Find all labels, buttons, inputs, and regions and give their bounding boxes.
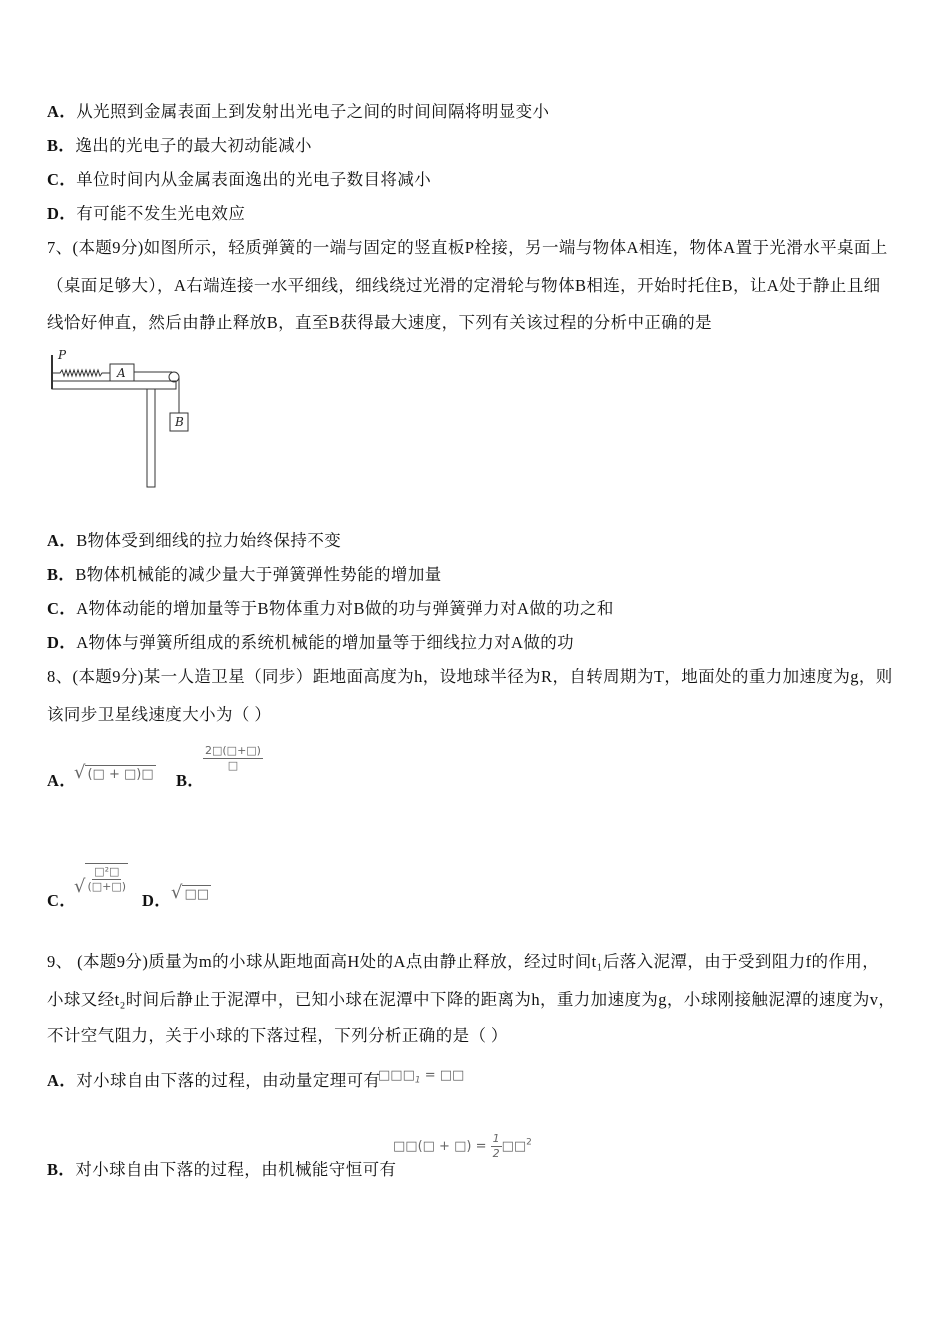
q9-option-a	[47, 1071, 380, 1091]
q9-option-b-formula	[393, 1132, 532, 1161]
option-label: C．	[47, 599, 77, 618]
q7-option-d	[47, 633, 574, 653]
sqrt-sign: √	[171, 882, 183, 903]
option-label: D．	[47, 633, 77, 652]
q8-option-a-label: A．	[47, 771, 77, 790]
q6-option-c	[47, 170, 431, 190]
formula-right: □□	[501, 1139, 527, 1154]
q6-option-a	[47, 102, 549, 122]
table-top	[52, 381, 176, 389]
radicand: (□ + □)□	[87, 767, 154, 782]
sqrt-sign: √	[74, 762, 86, 783]
option-label: C．	[47, 170, 77, 189]
formula-left: □□(□ + □) =	[393, 1139, 491, 1154]
spring	[53, 370, 110, 376]
formula-main: □□□	[378, 1068, 415, 1083]
denominator: 2	[492, 1147, 500, 1160]
formula-subscript: 1	[414, 1075, 421, 1086]
option-label: B．	[47, 1160, 76, 1179]
radicand: □□	[184, 887, 210, 902]
option-text: 有可能不发生光电效应	[76, 204, 246, 223]
option-text: A物体与弹簧所组成的系统机械能的增加量等于细线拉力对A做的功	[76, 633, 575, 652]
table-leg	[147, 389, 155, 487]
q7-option-a	[47, 531, 341, 551]
q8-stem-line-1: 8、(本题9分)某一人造卫星（同步）距地面高度为h，设地球半径为R，自转周期为T，地面处的重力加速度为g，则	[47, 667, 893, 686]
q7-figure	[40, 345, 200, 495]
block-a-label: A	[117, 366, 126, 380]
q7-option-b	[47, 565, 442, 585]
sqrt	[74, 860, 128, 898]
option-label: A．	[47, 102, 77, 121]
sqrt	[74, 762, 156, 784]
option-text: B物体受到细线的拉力始终保持不变	[76, 531, 342, 550]
option-label: A．	[47, 531, 77, 550]
sqrt-sign: √	[74, 876, 86, 897]
q8-option-d-label: D．	[142, 891, 172, 910]
numerator: □²□	[94, 865, 120, 878]
plate-label-p: P	[58, 348, 67, 362]
option-text: 单位时间内从金属表面逸出的光电子数目将减小	[76, 170, 432, 189]
block-b-label: B	[175, 415, 184, 429]
option-text: 逸出的光电子的最大初动能减小	[75, 136, 312, 155]
option-label: B．	[47, 136, 76, 155]
q7-stem-line-2: （桌面足够大），A右端连接一水平细线，细线绕过光滑的定滑轮与物体B相连，开始时托住B，让A处于静止且细	[47, 276, 881, 295]
q8-option-b-label: B．	[176, 771, 205, 790]
q9-option-b	[47, 1160, 396, 1180]
q8-stem-line-2: 该同步卫星线速度大小为（ ）	[47, 705, 272, 724]
numerator: 2□(□+□)	[205, 744, 261, 757]
option-text: A物体动能的增加量等于B物体重力对B做的功与弹簧弹力对A做的功之和	[76, 599, 614, 618]
q8-option-b-formula	[203, 744, 263, 773]
formula-rest: = □□	[420, 1068, 465, 1083]
q8-option-d-formula	[171, 882, 211, 904]
option-text: B物体机械能的减少量大于弹簧弹性势能的增加量	[75, 565, 442, 584]
sqrt	[171, 882, 211, 904]
fraction	[87, 865, 126, 894]
fraction	[203, 744, 263, 773]
denominator: □	[227, 759, 239, 772]
q7-stem-line-1: 7、(本题9分)如图所示，轻质弹簧的一端与固定的竖直板P栓接，另一端与物体A相连，物体A置于光滑水平桌面上	[47, 238, 888, 257]
option-text: 从光照到金属表面上到发射出光电子之间的时间间隔将明显变小	[76, 102, 550, 121]
option-label: D．	[47, 204, 77, 223]
fraction-half	[491, 1132, 502, 1161]
q8-option-c-formula	[74, 860, 128, 898]
q7-stem-line-3: 线恰好伸直，然后由静止释放B，直至B获得最大速度，下列有关该过程的分析中正确的是	[47, 313, 713, 332]
q6-option-b	[47, 136, 312, 156]
q9-stem-line-2: 小球又经t₂时间后静止于泥潭中，已知小球在泥潭中下降的距离为h，重力加速度为g，小球刚接触泥潭的速度为v，	[47, 990, 896, 1009]
option-label: A．	[47, 1071, 77, 1090]
q6-option-d	[47, 204, 245, 224]
denominator: (□+□)	[87, 880, 127, 893]
q7-option-c	[47, 599, 614, 619]
q9-option-a-formula	[378, 1068, 464, 1086]
q9-stem-line-1: 9、 (本题9分)质量为m的小球从距地面高H处的A点由静止释放，经过时间t₁后落入泥潭，由于受到阻力f的作用，	[47, 952, 880, 971]
option-label: B．	[47, 565, 76, 584]
q8-option-a-formula	[74, 762, 156, 784]
radicand	[85, 863, 128, 894]
numerator: 1	[492, 1132, 500, 1145]
q8-option-c-label: C．	[47, 891, 77, 910]
option-text: 对小球自由下落的过程，由动量定理可有	[76, 1071, 381, 1090]
formula-superscript: 2	[526, 1137, 532, 1148]
option-text: 对小球自由下落的过程，由机械能守恒可有	[75, 1160, 397, 1179]
q9-stem-line-3: 不计空气阻力，关于小球的下落过程，下列分析正确的是（ ）	[47, 1026, 508, 1045]
